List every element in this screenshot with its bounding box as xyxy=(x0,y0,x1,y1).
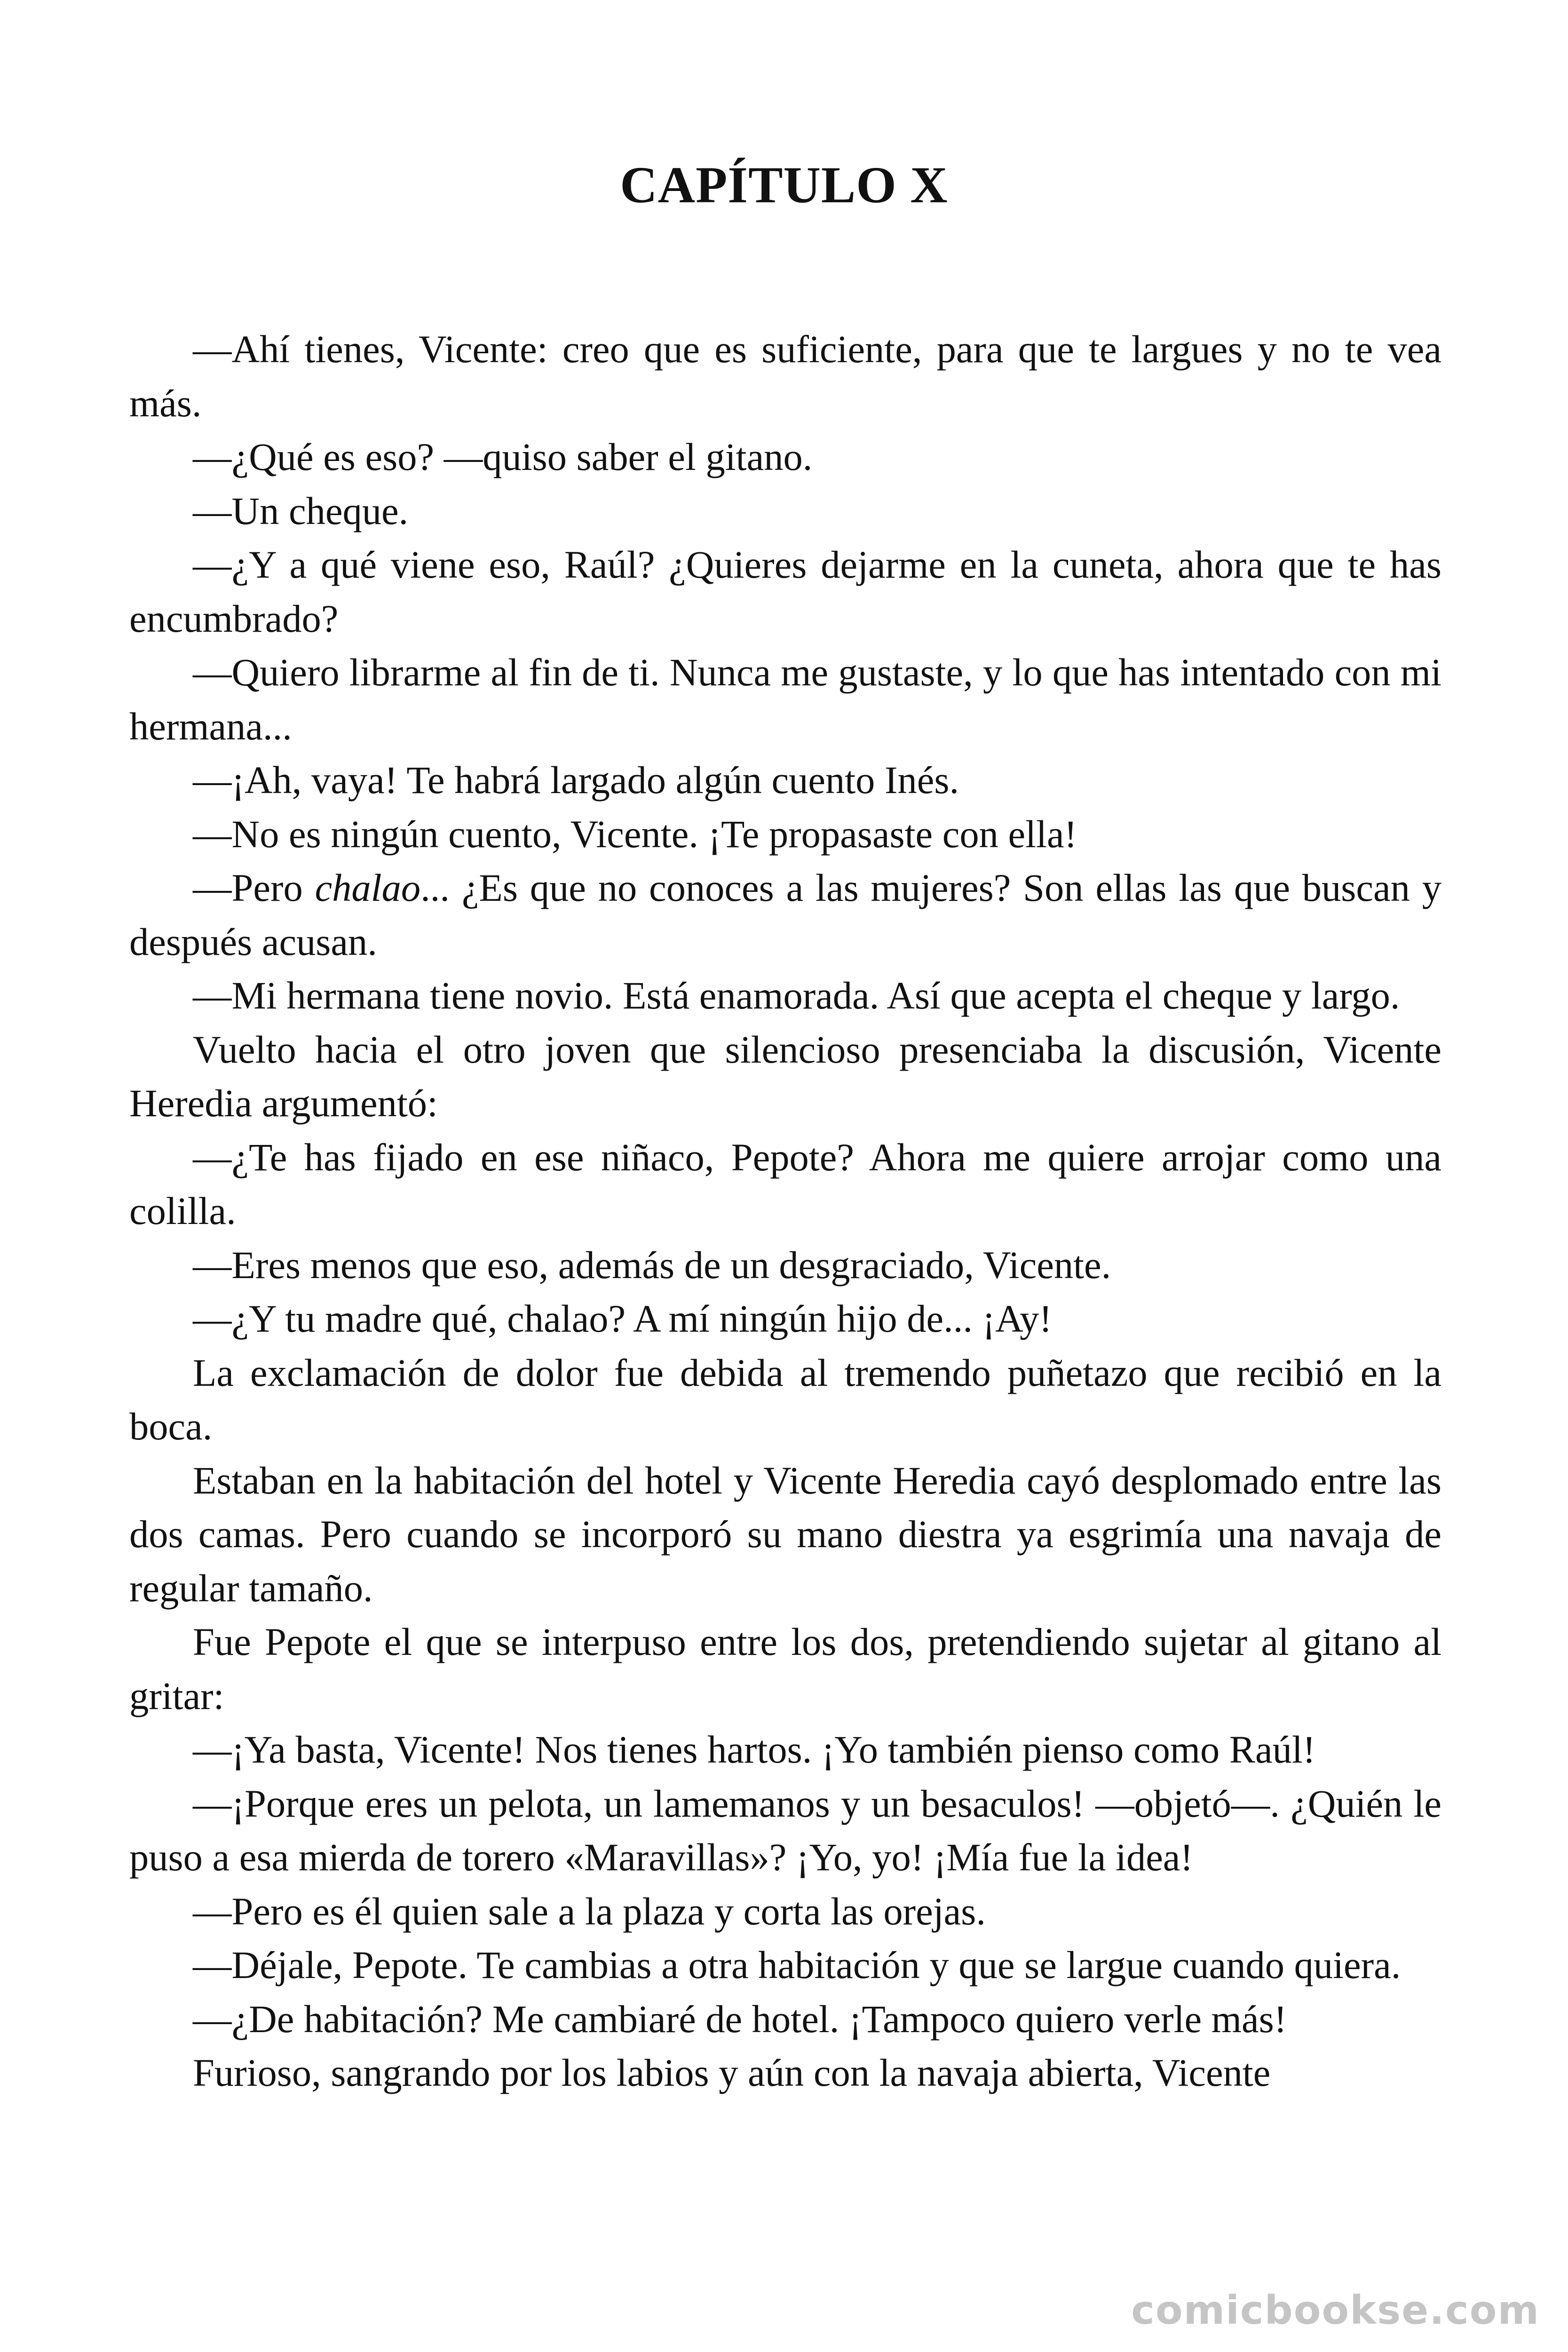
watermark: comicbookse.com xyxy=(1131,2287,1540,2333)
chapter-body xyxy=(129,322,1441,2100)
paragraph: Vuelto hacia el otro joven que silencioso presenciaba la discusión, Vicente Heredia argumentó: xyxy=(129,1027,1441,1125)
paragraph: —Ahí tienes, Vicente: creo que es suficiente, para que te largues y no te vea más. xyxy=(129,327,1441,425)
paragraph: —¿Y tu madre qué, chalao? A mí ningún hijo de... ¡Ay! xyxy=(193,1297,1052,1340)
chapter-title: CAPÍTULO X xyxy=(620,156,948,214)
paragraph: Furioso, sangrando por los labios y aún con la navaja abierta, Vicente xyxy=(193,2051,1271,2094)
paragraph: —¡Ya basta, Vicente! Nos tienes hartos. ¡Yo también pienso como Raúl! xyxy=(193,1728,1316,1771)
paragraph-prefix: —Pero xyxy=(193,866,315,909)
paragraph: —¿Te has fijado en ese niñaco, Pepote? Ahora me quiere arrojar como una colilla. xyxy=(129,1135,1441,1232)
paragraph: —Mi hermana tiene novio. Está enamorada. Así que acepta el cheque y largo. xyxy=(193,974,1400,1017)
paragraph: —¿De habitación? Me cambiaré de hotel. ¡Tampoco quiero verle más! xyxy=(193,1997,1287,2041)
paragraph: Fue Pepote el que se interpuso entre los dos, pretendiendo sujetar al gitano al gritar: xyxy=(129,1620,1441,1717)
italic-word: chalao xyxy=(315,866,421,909)
paragraph: Estaban en la habitación del hotel y Vicente Heredia cayó desplomado entre las dos camas. Pero cuando se incorporó su mano diestra ya esgrimía una navaja de regular tamaño. xyxy=(129,1458,1441,1610)
paragraph: —¡Ah, vaya! Te habrá largado algún cuento Inés. xyxy=(193,758,959,802)
paragraph-italic xyxy=(129,861,1441,969)
paragraph: —Déjale, Pepote. Te cambias a otra habitación y que se largue cuando quiera. xyxy=(193,1943,1401,1986)
paragraph-suffix: ... ¿Es que no conoces a las mujeres? Son ellas las que buscan y después acusan. xyxy=(129,866,1441,963)
paragraph: —¿Y a qué viene eso, Raúl? ¿Quieres dejarme en la cuneta, ahora que te has encumbrado? xyxy=(129,543,1441,640)
paragraph: —Quiero librarme al fin de ti. Nunca me gustaste, y lo que has intentado con mi hermana... xyxy=(129,651,1441,748)
paragraph: —¿Qué es eso? —quiso saber el gitano. xyxy=(193,435,813,478)
paragraph: —Eres menos que eso, además de un desgraciado, Vicente. xyxy=(193,1243,1111,1287)
paragraph: —¡Porque eres un pelota, un lamemanos y un besaculos! —objetó—. ¿Quién le puso a esa mierda de torero «Maravillas»? ¡Yo, yo! ¡Mía fue la idea! xyxy=(129,1781,1441,1879)
paragraph: La exclamación de dolor fue debida al tremendo puñetazo que recibió en la boca. xyxy=(129,1351,1441,1448)
paragraph: —Un cheque. xyxy=(193,489,409,532)
paragraph: —No es ningún cuento, Vicente. ¡Te propasaste con ella! xyxy=(193,812,1077,856)
paragraph: —Pero es él quien sale a la plaza y corta las orejas. xyxy=(193,1889,986,1933)
